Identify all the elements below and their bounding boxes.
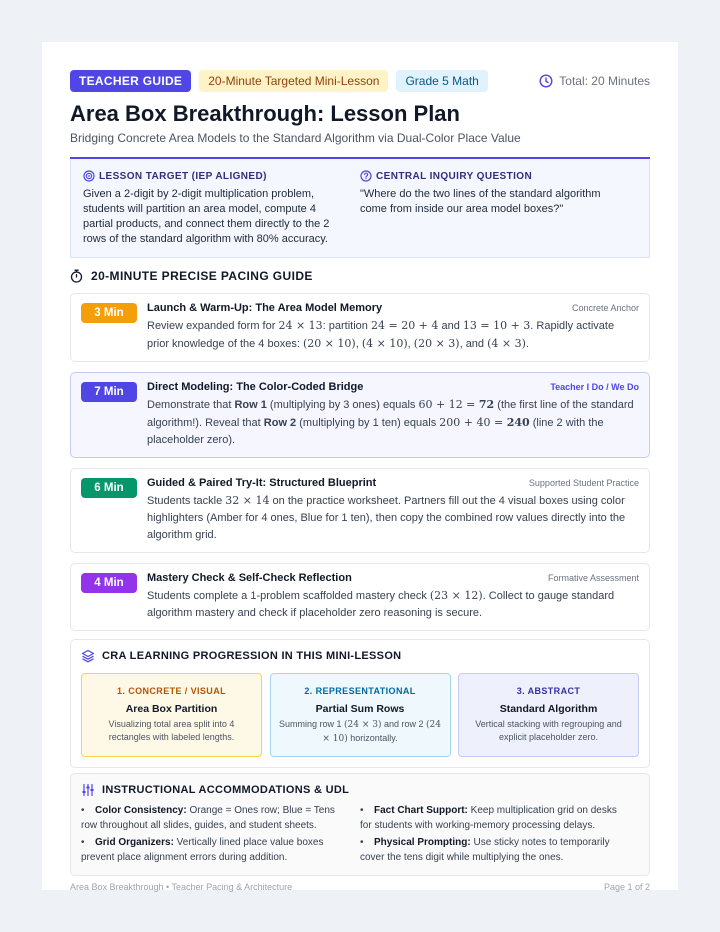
math-expression: (24 × 10) <box>322 720 441 744</box>
cra-stage-name: Standard Algorithm <box>499 703 598 715</box>
central-inquiry-text: "Where do the two lines of the standard algorithm come from inside our area model boxes?" <box>360 188 601 215</box>
math-expression: 32 × 14 <box>225 494 270 507</box>
cra-stage-name: Partial Sum Rows <box>315 703 405 715</box>
cra-columns <box>81 673 639 757</box>
phase-card-direct-modeling <box>70 372 650 458</box>
phase-title: Mastery Check & Self-Check Reflection <box>147 572 352 584</box>
pacing-guide-heading <box>70 269 650 283</box>
desc-text: (multiplying by 3 ones) equals <box>266 399 419 411</box>
phase-title: Direct Modeling: The Color-Coded Bridge <box>147 381 364 393</box>
accommodations-heading-text: INSTRUCTIONAL ACCOMMODATIONS & UDL <box>102 784 350 796</box>
lesson-target-text: Given a 2-digit by 2-digit multiplication problem, students will partition an area model, compute 4 partial products, and connect them directly to the 2 rows of the standard algorithm with 80% accuracy. <box>83 188 330 245</box>
math-expression: 60 + 12 = <box>418 398 479 411</box>
accommodations-heading <box>81 783 639 797</box>
phase-description <box>147 587 639 622</box>
central-inquiry-heading-text: CENTRAL INQUIRY QUESTION <box>376 170 533 182</box>
clock-icon <box>539 74 553 88</box>
phase-card-mastery-check <box>70 563 650 631</box>
desc-text: and <box>438 320 463 332</box>
desc-text: , <box>355 338 362 350</box>
cra-heading <box>81 649 639 663</box>
lesson-target-heading-text: LESSON TARGET (IEP ALIGNED) <box>99 170 267 182</box>
central-inquiry <box>360 170 637 245</box>
phase-duration-badge: 7 Min <box>81 382 137 402</box>
phase-duration-badge: 6 Min <box>81 478 137 498</box>
desc-text: . <box>525 338 529 350</box>
page-footer <box>70 882 650 892</box>
math-expression: 13 = 10 + 3 <box>462 319 531 332</box>
math-expression: 24 = 20 + 4 <box>370 319 439 332</box>
phase-description <box>147 396 639 449</box>
phase-title: Guided & Paired Try-It: Structured Blueprint <box>147 477 377 489</box>
desc-text: (multiplying by 1 ten) equals <box>296 417 440 429</box>
desc-text: on the practice worksheet. Partners fill out the 4 visual boxes using color highlighters (Amber for 4 ones, Blue for 1 ten), then copy the combined row values directly into the algorithm grid. <box>147 495 626 541</box>
accommodation-item <box>81 835 348 865</box>
math-result: 240 <box>506 416 530 429</box>
header-tags <box>70 70 650 92</box>
accommodations-column <box>81 803 360 867</box>
phase-header <box>147 381 639 393</box>
lesson-target-box <box>70 159 650 258</box>
total-time-text: Total: 20 Minutes <box>559 74 650 88</box>
phase-card-launch <box>70 293 650 362</box>
accommodation-label: Physical Prompting: <box>374 837 471 848</box>
pacing-guide-heading-text: 20-MINUTE PRECISE PACING GUIDE <box>91 269 313 283</box>
phase-header <box>147 302 639 314</box>
lesson-target <box>83 170 360 245</box>
page-subtitle: Bridging Concrete Area Models to the Standard Algorithm via Dual-Color Place Value <box>70 131 521 145</box>
phase-tag: Teacher I Do / We Do <box>550 382 639 392</box>
accommodation-label: Fact Chart Support: <box>374 805 468 816</box>
accommodations-grid <box>81 803 639 867</box>
central-inquiry-heading <box>360 170 623 182</box>
cra-concrete-card <box>81 673 262 757</box>
desc-text: and row 2 <box>381 719 427 729</box>
phase-title: Launch & Warm-Up: The Area Model Memory <box>147 302 383 314</box>
desc-text: Students complete a 1-problem scaffolded mastery check <box>147 590 430 602</box>
phase-tag: Supported Student Practice <box>528 478 639 488</box>
math-expression: (24 × 3) <box>344 720 382 730</box>
phase-header <box>147 477 639 489</box>
cra-stage-description: Visualizing total area split into 4 rectangles with labeled lengths. <box>108 719 235 742</box>
desc-text: Summing row 1 <box>279 719 345 729</box>
page-content <box>70 70 650 892</box>
bullet-icon: • <box>81 805 85 816</box>
mini-lesson-tag: 20-Minute Targeted Mini-Lesson <box>199 70 388 92</box>
cra-heading-text: CRA LEARNING PROGRESSION IN THIS MINI-LESSON <box>102 650 402 662</box>
cra-stage-label: 2. REPRESENTATIONAL <box>304 686 416 696</box>
desc-text: Review expanded form for <box>147 320 279 332</box>
cra-stage-description <box>279 718 442 746</box>
desc-text: . Rapidly activate prior knowledge of the 4 boxes: <box>147 320 615 350</box>
desc-text: horizontally. <box>347 733 398 743</box>
math-expression: (4 × 10) <box>361 337 408 350</box>
target-icon <box>83 170 95 182</box>
cra-representational-card <box>270 673 451 757</box>
lesson-plan-page <box>42 42 678 890</box>
layers-icon <box>81 649 95 663</box>
cra-abstract-card <box>458 673 639 757</box>
accommodation-item <box>81 803 348 833</box>
accommodations-column <box>360 803 639 867</box>
phase-description <box>147 317 639 353</box>
accommodation-text: Keep multiplication grid on desks for students with working-memory processing delays. <box>360 805 617 831</box>
bullet-icon: • <box>360 805 364 816</box>
desc-text: (line 2 with the placeholder zero). <box>147 417 604 446</box>
desc-text: Demonstrate that <box>147 399 235 411</box>
question-icon <box>360 170 372 182</box>
accommodation-text: Use sticky notes to temporarily cover the tens digit while multiplying the ones. <box>360 837 610 863</box>
accommodation-text: Orange = Ones row; Blue = Tens row throughout all slides, guides, and student sheets. <box>81 805 335 831</box>
accommodation-label: Grid Organizers: <box>95 837 174 848</box>
phase-duration-badge: 4 Min <box>81 573 137 593</box>
desc-text: Students tackle <box>147 495 226 507</box>
phase-header <box>147 572 639 584</box>
stopwatch-icon <box>70 269 83 283</box>
accommodation-label: Color Consistency: <box>95 805 187 816</box>
desc-text: (the first line of the standard algorithm!). Reveal that <box>147 399 634 429</box>
row-label: Row 1 <box>234 399 267 411</box>
desc-text: : partition <box>322 320 371 332</box>
math-expression: (20 × 3) <box>413 337 460 350</box>
sliders-icon <box>81 783 95 797</box>
teacher-guide-tag: TEACHER GUIDE <box>70 70 191 92</box>
cra-stage-name: Area Box Partition <box>125 703 218 715</box>
page-title: Area Box Breakthrough: Lesson Plan <box>70 101 460 126</box>
desc-text: , <box>407 338 414 350</box>
math-result: 72 <box>478 398 495 411</box>
footer-left: Area Box Breakthrough • Teacher Pacing & Architecture <box>70 882 293 892</box>
total-time <box>539 74 650 88</box>
math-expression: 24 × 13 <box>278 319 323 332</box>
desc-text: , and <box>459 338 488 350</box>
accommodations-section <box>70 773 650 876</box>
cra-progression-section <box>70 639 650 768</box>
bullet-icon: • <box>360 837 364 848</box>
phase-tag: Formative Assessment <box>547 573 639 583</box>
phase-tag: Concrete Anchor <box>571 303 639 313</box>
page-number: Page 1 of 2 <box>603 882 650 892</box>
lesson-target-heading <box>83 170 346 182</box>
grade-tag: Grade 5 Math <box>396 70 487 92</box>
math-expression: 200 + 40 = <box>439 416 507 429</box>
phase-description <box>147 492 639 544</box>
phase-card-guided-practice <box>70 468 650 553</box>
desc-text: . Collect to gauge standard algorithm mastery and check if placeholder zero reasoning is secure. <box>147 590 615 619</box>
accommodation-item <box>360 835 627 865</box>
phase-duration-badge: 3 Min <box>81 303 137 323</box>
accommodation-item <box>360 803 627 833</box>
accommodation-text: Vertically lined place value boxes prevent place alignment errors during addition. <box>81 837 324 863</box>
math-expression: (23 × 12) <box>429 589 483 602</box>
math-expression: (20 × 10) <box>302 337 356 350</box>
cra-stage-label: 1. CONCRETE / VISUAL <box>116 686 226 696</box>
bullet-icon: • <box>81 837 85 848</box>
math-expression: (4 × 3) <box>487 337 526 350</box>
cra-stage-description: Vertical stacking with regrouping and explicit placeholder zero. <box>475 719 622 742</box>
cra-stage-label: 3. ABSTRACT <box>516 686 581 696</box>
row-label: Row 2 <box>263 417 297 429</box>
